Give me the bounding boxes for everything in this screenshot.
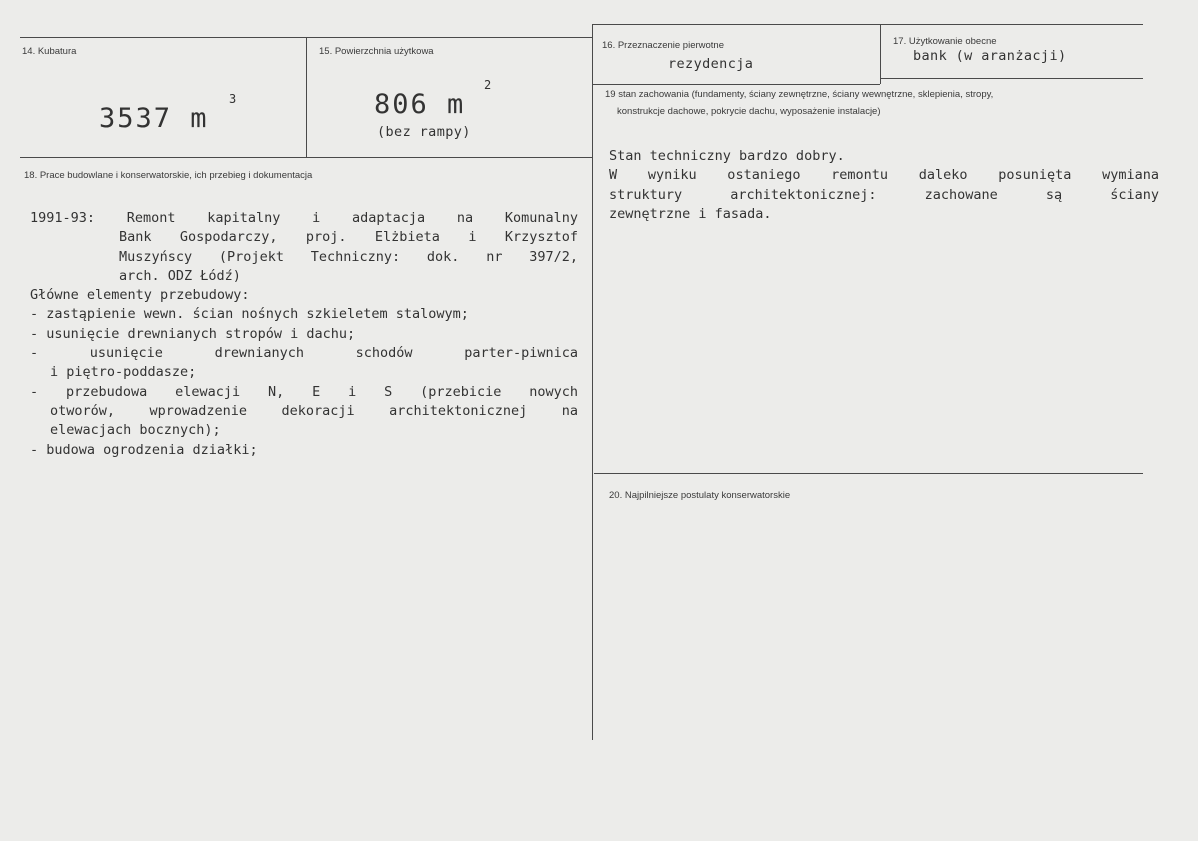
field-18-line: i piętro-poddasze;	[50, 364, 197, 381]
field-19-line: Stan techniczny bardzo dobry.	[609, 148, 845, 164]
field-20-label: 20. Najpilniejsze postulaty konserwatorskie	[609, 490, 791, 501]
top-border-line-right	[592, 24, 1143, 25]
divider-16-19	[592, 84, 880, 85]
field-18-label: 18. Prace budowlane i konserwatorskie, ich przebieg i dokumentacja	[24, 170, 313, 181]
field-18-line: 1991-93: Remont kapitalny i adaptacja na Komunalny	[30, 210, 578, 226]
field-14-superscript: 3	[229, 92, 237, 106]
field-14-label: 14. Kubatura	[22, 46, 77, 57]
field-18-text	[30, 209, 578, 460]
divider-19-20	[594, 473, 1143, 474]
field-14-value: 3537 m	[99, 103, 209, 134]
field-18-line: elewacjach bocznych);	[50, 422, 221, 439]
center-divider	[592, 24, 593, 740]
field-15-superscript: 2	[484, 78, 492, 92]
field-18-line: - usunięcie drewnianych stropów i dachu;	[30, 325, 356, 342]
field-15-value: 806 m	[374, 89, 466, 120]
field-15-label: 15. Powierzchnia użytkowa	[319, 46, 434, 57]
divider-16-17	[880, 24, 881, 84]
field-18-line: - przebudowa elewacji N, E i S (przebicie nowych	[30, 383, 578, 400]
field-19-label-line1: 19 stan zachowania (fundamenty, ściany zewnętrzne, ściany wewnętrzne, sklepienia, stropy,	[605, 89, 994, 100]
field-16-value: rezydencja	[668, 56, 754, 72]
divider-17-19	[880, 78, 1143, 79]
field-18-line: - usunięcie drewnianych schodów parter-piwnica	[30, 345, 578, 362]
field-18-line: - budowa ogrodzenia działki;	[30, 441, 258, 458]
field-18-line: Główne elementy przebudowy:	[30, 287, 250, 304]
field-17-label: 17. Użytkowanie obecne	[893, 36, 997, 47]
field-18-line: - zastąpienie wewn. ścian nośnych szkieletem stalowym;	[30, 306, 469, 323]
field-15-note: (bez rampy)	[377, 124, 471, 140]
divider-14-18	[20, 157, 592, 158]
field-18-line: arch. ODZ Łódź)	[119, 267, 241, 284]
field-19-line: zewnętrzne i fasada.	[609, 205, 772, 222]
field-18-line: Bank Gospodarczy, proj. Elżbieta i Krzysztof	[119, 229, 578, 246]
field-19-label-line2: konstrukcje dachowe, pokrycie dachu, wyposażenie instalacje)	[617, 106, 881, 117]
field-19-text	[609, 147, 1159, 224]
field-19-line: W wyniku ostaniego remontu daleko posunięta wymiana	[609, 167, 1159, 184]
field-18-line: Muszyńscy (Projekt Techniczny: dok. nr 397/2,	[119, 248, 578, 265]
field-19-line: struktury architektonicznej: zachowane są ściany	[609, 186, 1159, 203]
field-18-line: otworów, wprowadzenie dekoracji architektonicznej na	[50, 402, 578, 419]
field-16-label: 16. Przeznaczenie pierwotne	[602, 40, 724, 51]
divider-14-15	[306, 37, 307, 157]
field-17-value: bank (w aranżacji)	[913, 48, 1067, 64]
